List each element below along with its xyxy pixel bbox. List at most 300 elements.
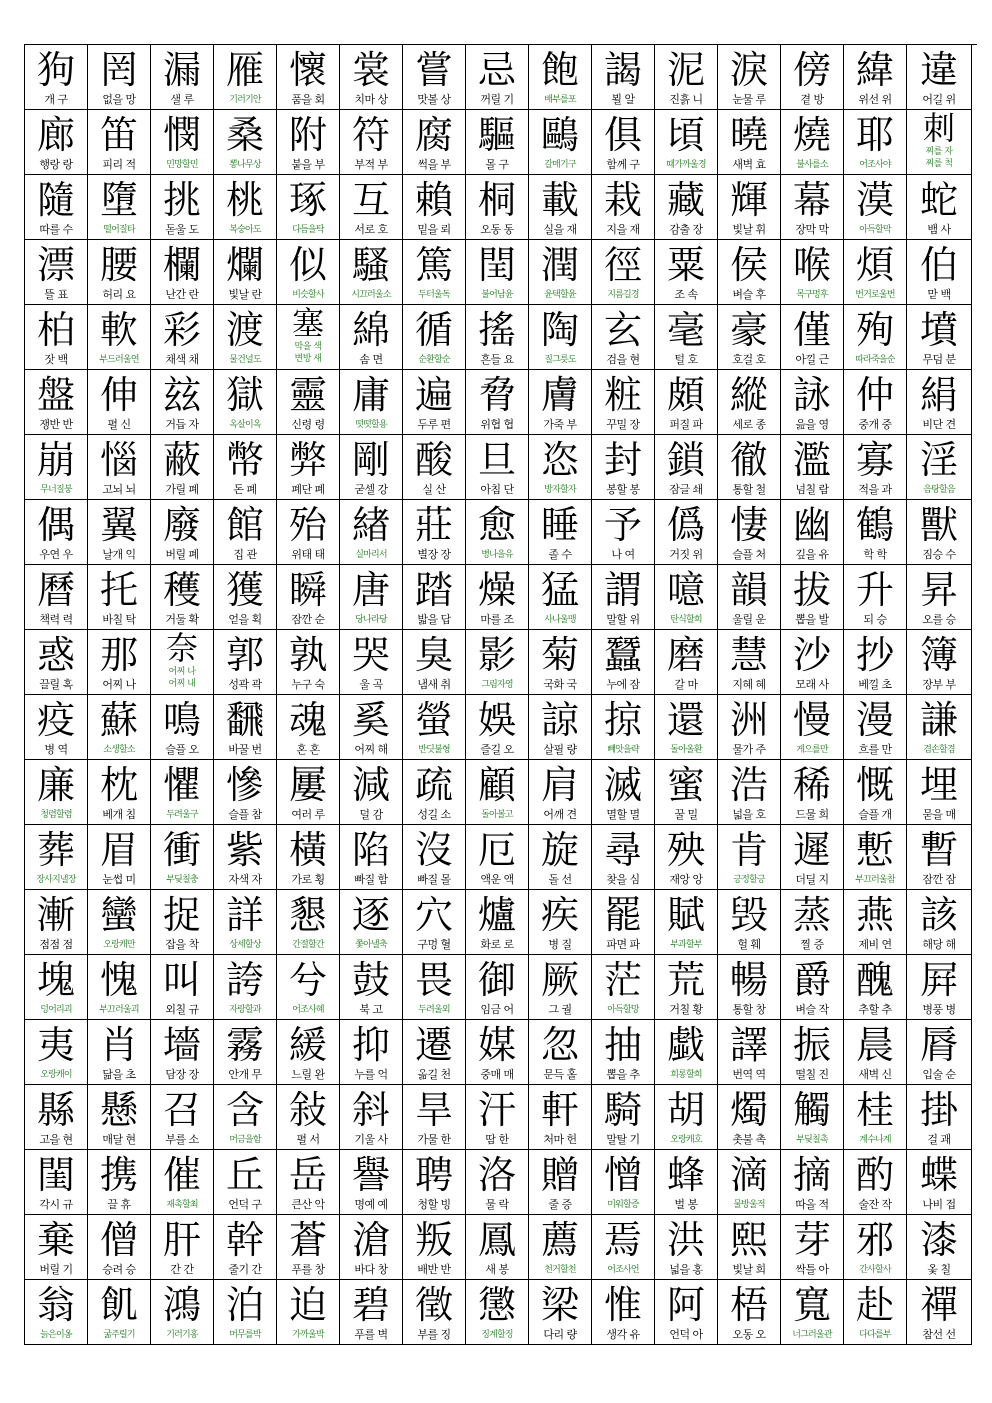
hanja-meaning-reading: 푸를 벽	[354, 1328, 388, 1341]
hanja-meaning-reading: 혼 혼	[296, 743, 320, 756]
hanja-cell	[592, 240, 655, 305]
hanja-cell	[403, 45, 466, 110]
hanja-character: 徹	[729, 438, 768, 482]
hanja-cell	[88, 175, 151, 240]
hanja-character: 鶴	[855, 503, 894, 547]
hanja-cell	[340, 1280, 403, 1345]
hanja-character: 遷	[414, 1023, 453, 1067]
hanja-character: 嘗	[414, 48, 453, 92]
hanja-character: 葬	[36, 828, 75, 872]
hanja-meaning-reading: 냄새 취	[417, 678, 451, 691]
hanja-cell	[718, 955, 781, 1020]
hanja-meaning-reading: 재앙 앙	[669, 873, 703, 886]
hanja-cell	[592, 760, 655, 825]
hanja-cell	[88, 565, 151, 630]
hanja-character: 似	[288, 243, 327, 287]
hanja-meaning-reading: 배반 반	[417, 1263, 451, 1276]
hanja-character: 絹	[919, 373, 958, 417]
hanja-meaning-reading: 땀 한	[485, 1133, 509, 1146]
hanja-cell	[340, 1150, 403, 1215]
hanja-character: 厥	[540, 958, 579, 1002]
hanja-character: 閏	[477, 243, 516, 287]
hanja-cell	[844, 825, 907, 890]
hanja-character: 眉	[99, 828, 138, 872]
hanja-cell	[529, 890, 592, 955]
hanja-meaning-reading: 오동 오	[732, 1328, 766, 1341]
hanja-meaning-reading: 청렴할렴	[40, 810, 72, 820]
hanja-cell	[529, 955, 592, 1020]
hanja-meaning-reading: 호걸 호	[732, 353, 766, 366]
hanja-character: 廢	[162, 503, 201, 547]
hanja-cell	[781, 175, 844, 240]
hanja-cell	[403, 1020, 466, 1085]
hanja-cell	[403, 565, 466, 630]
hanja-cell	[466, 1280, 529, 1345]
hanja-cell	[88, 305, 151, 370]
hanja-character: 穴	[414, 893, 453, 937]
hanja-cell	[592, 630, 655, 695]
hanja-meaning-reading: 벌 봉	[674, 1198, 698, 1211]
hanja-meaning-reading: 두터울독	[418, 290, 450, 300]
hanja-cell	[88, 1085, 151, 1150]
hanja-cell	[466, 955, 529, 1020]
hanja-meaning-reading: 없을 망	[102, 93, 136, 106]
hanja-meaning-reading: 옮길 천	[417, 1068, 451, 1081]
hanja-character: 奚	[351, 698, 390, 742]
hanja-cell	[214, 695, 277, 760]
hanja-character: 燥	[477, 568, 516, 612]
hanja-cell	[25, 1150, 88, 1215]
hanja-character: 軒	[540, 1088, 579, 1132]
hanja-meaning-reading: 장막 막	[795, 223, 829, 236]
hanja-meaning-reading: 장부 부	[922, 678, 956, 691]
hanja-character: 抄	[855, 633, 894, 677]
hanja-cell	[88, 45, 151, 110]
hanja-cell	[844, 1085, 907, 1150]
hanja-meaning-reading: 부딪칠충	[166, 875, 198, 885]
hanja-cell	[592, 1215, 655, 1280]
hanja-meaning-reading: 몰 구	[485, 158, 509, 171]
hanja-cell	[277, 305, 340, 370]
hanja-cell	[718, 305, 781, 370]
hanja-character: 召	[162, 1088, 201, 1132]
grid-row	[25, 695, 977, 760]
hanja-meaning-reading: 옻 칠	[927, 1263, 951, 1276]
hanja-cell	[277, 175, 340, 240]
hanja-character: 緯	[855, 48, 894, 92]
hanja-meaning-reading: 잠깐 잠	[922, 873, 956, 886]
hanja-meaning-reading: 부드러울연	[99, 355, 139, 365]
hanja-cell	[844, 630, 907, 695]
hanja-cell	[907, 1020, 972, 1085]
hanja-character: 慧	[729, 633, 768, 677]
hanja-cell	[277, 955, 340, 1020]
hanja-character: 僞	[666, 503, 705, 547]
hanja-meaning-reading: 쟁반 반	[39, 418, 73, 431]
hanja-meaning-reading: 자랑할과	[229, 1005, 261, 1015]
hanja-meaning-reading: 뜰 표	[44, 288, 68, 301]
hanja-cell	[781, 890, 844, 955]
hanja-character: 耶	[855, 113, 894, 157]
hanja-meaning-reading: 얻을 획	[228, 613, 262, 626]
hanja-character: 懷	[288, 48, 327, 92]
hanja-cell	[151, 1085, 214, 1150]
hanja-meaning-reading: 징계할징	[481, 1330, 513, 1340]
hanja-character: 旱	[414, 1088, 453, 1132]
hanja-cell	[529, 435, 592, 500]
hanja-meaning-reading: 생각 유	[606, 1328, 640, 1341]
hanja-meaning-reading: 파면 파	[606, 938, 640, 951]
hanja-meaning-reading: 집 관	[233, 548, 257, 561]
hanja-character: 慙	[855, 828, 894, 872]
hanja-cell	[340, 825, 403, 890]
hanja-character: 塞	[291, 305, 324, 342]
hanja-character: 暢	[729, 958, 768, 1002]
hanja-character: 泥	[666, 48, 705, 92]
hanja-character: 腰	[99, 243, 138, 287]
hanja-character: 抑	[351, 1023, 390, 1067]
hanja-meaning-reading: 옥살이옥	[229, 420, 261, 430]
hanja-character: 徵	[414, 1283, 453, 1327]
hanja-meaning-reading: 탄식할희	[670, 615, 702, 625]
hanja-cell	[466, 1215, 529, 1280]
hanja-character: 栽	[603, 178, 642, 222]
hanja-meaning-reading: 승려 승	[102, 1263, 136, 1276]
hanja-cell	[592, 1020, 655, 1085]
hanja-cell	[88, 630, 151, 695]
hanja-character: 惱	[99, 438, 138, 482]
grid-row	[25, 500, 977, 565]
hanja-meaning-reading: 줄 증	[548, 1198, 572, 1211]
hanja-character: 掠	[603, 698, 642, 742]
grid-row	[25, 1020, 977, 1085]
hanja-cell	[592, 45, 655, 110]
hanja-meaning-reading: 펼 서	[296, 1133, 320, 1146]
hanja-meaning-reading: 솜 면	[359, 353, 383, 366]
hanja-meaning-reading: 반딧불형	[418, 745, 450, 755]
hanja-character: 頃	[666, 113, 705, 157]
hanja-cell	[781, 630, 844, 695]
hanja-cell	[844, 240, 907, 305]
hanja-character: 弊	[288, 438, 327, 482]
hanja-cell	[718, 370, 781, 435]
hanja-cell	[844, 760, 907, 825]
hanja-cell	[277, 240, 340, 305]
hanja-meaning-reading: 따를 수	[39, 223, 73, 236]
hanja-character: 幕	[792, 178, 831, 222]
hanja-meaning-reading: 어찌 해	[354, 743, 388, 756]
hanja-cell	[151, 1150, 214, 1215]
hanja-cell	[844, 565, 907, 630]
hanja-meaning-reading: 질그릇도	[544, 355, 576, 365]
hanja-cell	[340, 955, 403, 1020]
hanja-character: 托	[99, 568, 138, 612]
grid-row	[25, 45, 977, 110]
hanja-cell	[781, 825, 844, 890]
hanja-cell	[844, 1020, 907, 1085]
hanja-cell	[907, 45, 972, 110]
hanja-cell	[88, 435, 151, 500]
hanja-meaning-reading: 병 역	[44, 743, 68, 756]
hanja-cell	[592, 370, 655, 435]
hanja-cell	[403, 435, 466, 500]
hanja-character: 影	[477, 633, 516, 677]
hanja-meaning-reading: 잡을 착	[165, 938, 199, 951]
hanja-meaning-reading: 늙은이옹	[40, 1330, 72, 1340]
hanja-meaning-reading: 어찌 나	[102, 678, 136, 691]
hanja-character: 疏	[414, 763, 453, 807]
hanja-character: 阿	[666, 1283, 705, 1327]
hanja-meaning-reading: 느릴 완	[291, 1068, 325, 1081]
hanja-character: 豪	[729, 308, 768, 352]
hanja-character: 芽	[792, 1218, 831, 1262]
hanja-character: 毫	[666, 308, 705, 352]
hanja-character: 漂	[36, 243, 75, 287]
hanja-character: 聘	[414, 1153, 453, 1197]
hanja-character: 殉	[855, 308, 894, 352]
hanja-meaning-reading: 상세할상	[229, 940, 261, 950]
hanja-cell	[592, 175, 655, 240]
hanja-meaning-reading: 흐를 만	[858, 743, 892, 756]
hanja-meaning-reading: 언덕 아	[669, 1328, 703, 1341]
hanja-cell	[214, 240, 277, 305]
hanja-character: 幽	[792, 503, 831, 547]
hanja-character: 禪	[919, 1283, 958, 1327]
hanja-meaning-reading: 부끄러울괴	[99, 1005, 139, 1015]
hanja-cell	[466, 1150, 529, 1215]
hanja-meaning-reading: 물 락	[485, 1198, 509, 1211]
hanja-meaning-reading: 무덤 분	[922, 353, 956, 366]
hanja-cell	[718, 890, 781, 955]
hanja-character: 詠	[792, 373, 831, 417]
hanja-character: 邪	[855, 1218, 894, 1262]
hanja-meaning-reading: 서로 호	[354, 223, 388, 236]
hanja-character: 剛	[351, 438, 390, 482]
hanja-character: 荒	[666, 958, 705, 1002]
hanja-meaning-reading: 뽕나무상	[229, 160, 261, 170]
grid-row	[25, 1280, 977, 1345]
hanja-character: 蒸	[792, 893, 831, 937]
hanja-character: 獲	[225, 568, 264, 612]
hanja-meaning-reading: 곁 방	[800, 93, 824, 106]
hanja-character: 簿	[919, 633, 958, 677]
hanja-cell	[151, 695, 214, 760]
hanja-cell	[214, 1150, 277, 1215]
hanja-cell	[277, 1150, 340, 1215]
hanja-meaning-reading: 물방울적	[733, 1200, 765, 1210]
hanja-meaning-reading: 울 곡	[359, 678, 383, 691]
hanja-character: 蛇	[919, 178, 958, 222]
hanja-character: 蜜	[666, 763, 705, 807]
hanja-cell	[25, 630, 88, 695]
hanja-cell	[655, 45, 718, 110]
hanja-cell	[592, 955, 655, 1020]
hanja-character: 玆	[162, 373, 201, 417]
hanja-cell	[466, 630, 529, 695]
hanja-meaning-reading: 걸 괘	[927, 1133, 951, 1146]
hanja-character: 愧	[99, 958, 138, 1002]
hanja-cell	[529, 695, 592, 760]
hanja-meaning-reading: 헐 훼	[737, 938, 761, 951]
hanja-cell	[340, 760, 403, 825]
hanja-cell	[340, 370, 403, 435]
hanja-character: 暫	[919, 828, 958, 872]
hanja-cell	[214, 1215, 277, 1280]
hanja-character: 睡	[540, 503, 579, 547]
hanja-meaning-reading: 진흙 니	[669, 93, 703, 106]
hanja-cell	[529, 1280, 592, 1345]
hanja-character: 諒	[540, 698, 579, 742]
hanja-cell	[277, 435, 340, 500]
hanja-vocabulary-grid	[24, 44, 977, 1345]
hanja-meaning-reading: 빛날 희	[732, 1263, 766, 1276]
hanja-character: 燕	[855, 893, 894, 937]
hanja-character: 驅	[477, 113, 516, 157]
hanja-cell	[466, 110, 529, 175]
hanja-meaning-reading: 여러 루	[291, 808, 325, 821]
hanja-meaning-reading: 조 속	[674, 288, 698, 301]
hanja-meaning-reading: 굶주릴기	[103, 1330, 135, 1340]
hanja-character: 唐	[351, 568, 390, 612]
hanja-character: 叫	[162, 958, 201, 1002]
hanja-cell	[340, 890, 403, 955]
hanja-meaning-reading: 슬플 참	[228, 808, 262, 821]
hanja-meaning-reading: 외칠 규	[165, 1003, 199, 1016]
hanja-meaning-reading: 적을 과	[858, 483, 892, 496]
hanja-meaning-reading: 행랑 랑	[39, 158, 73, 171]
hanja-cell	[214, 435, 277, 500]
hanja-character: 梧	[729, 1283, 768, 1327]
hanja-meaning-reading: 복숭아도	[229, 225, 261, 235]
hanja-cell	[907, 695, 972, 760]
hanja-character: 緩	[288, 1023, 327, 1067]
hanja-cell	[718, 565, 781, 630]
hanja-meaning-reading: 병 질	[548, 938, 572, 951]
hanja-character: 騎	[603, 1088, 642, 1132]
hanja-cell	[781, 435, 844, 500]
hanja-character: 憎	[603, 1153, 642, 1197]
grid-row	[25, 435, 977, 500]
hanja-alt-reading: 변방 새	[294, 354, 322, 364]
hanja-cell	[151, 1215, 214, 1280]
hanja-cell	[466, 565, 529, 630]
hanja-cell	[25, 695, 88, 760]
hanja-cell	[340, 175, 403, 240]
hanja-character: 恣	[540, 438, 579, 482]
hanja-meaning-reading: 구멍 혈	[417, 938, 451, 951]
hanja-cell	[340, 305, 403, 370]
hanja-meaning-reading: 빛날 란	[228, 288, 262, 301]
hanja-meaning-reading: 맛볼 상	[417, 93, 451, 106]
hanja-character: 莊	[414, 503, 453, 547]
hanja-meaning-reading: 베개 침	[102, 808, 136, 821]
hanja-character: 伯	[919, 243, 958, 287]
hanja-cell	[214, 370, 277, 435]
hanja-cell	[718, 1280, 781, 1345]
hanja-cell	[403, 695, 466, 760]
hanja-cell	[907, 1150, 972, 1215]
hanja-cell	[88, 695, 151, 760]
hanja-character: 陶	[540, 308, 579, 352]
hanja-meaning-reading: 버릴 기	[39, 1263, 73, 1276]
hanja-character: 蜂	[666, 1153, 705, 1197]
hanja-meaning-reading: 묻을 매	[922, 808, 956, 821]
hanja-character: 笛	[99, 113, 138, 157]
hanja-cell	[403, 825, 466, 890]
hanja-meaning-reading: 뽑을 발	[795, 613, 829, 626]
hanja-cell	[151, 890, 214, 955]
hanja-character: 振	[792, 1023, 831, 1067]
hanja-cell	[781, 565, 844, 630]
hanja-cell	[655, 825, 718, 890]
hanja-meaning-reading: 각시 규	[39, 1198, 73, 1211]
hanja-meaning-reading: 뱀 사	[927, 223, 951, 236]
hanja-character: 酸	[414, 438, 453, 482]
hanja-cell	[340, 1020, 403, 1085]
hanja-character: 雁	[225, 48, 264, 92]
hanja-cell	[718, 695, 781, 760]
hanja-cell	[466, 760, 529, 825]
hanja-meaning-reading: 퍼질 파	[669, 418, 703, 431]
hanja-meaning-reading: 날개 익	[102, 548, 136, 561]
hanja-character: 循	[414, 308, 453, 352]
hanja-character: 拔	[792, 568, 831, 612]
hanja-meaning-reading: 흔들 요	[480, 353, 514, 366]
hanja-cell	[277, 825, 340, 890]
hanja-character: 汗	[477, 1088, 516, 1132]
hanja-meaning-reading: 넓을 홍	[669, 1263, 703, 1276]
hanja-character: 踏	[414, 568, 453, 612]
hanja-cell	[655, 760, 718, 825]
hanja-meaning-reading: 굳셀 강	[354, 483, 388, 496]
hanja-cell	[25, 1215, 88, 1280]
hanja-cell	[88, 500, 151, 565]
hanja-meaning-reading: 떳떳할용	[355, 420, 387, 430]
hanja-cell	[592, 1150, 655, 1215]
hanja-cell	[655, 630, 718, 695]
hanja-cell	[466, 240, 529, 305]
hanja-meaning-reading: 붙을 부	[291, 158, 325, 171]
hanja-cell	[781, 1150, 844, 1215]
hanja-character: 霧	[225, 1023, 264, 1067]
hanja-cell	[592, 890, 655, 955]
hanja-character: 携	[99, 1153, 138, 1197]
hanja-cell	[781, 370, 844, 435]
hanja-character: 沙	[792, 633, 831, 677]
hanja-character: 棄	[36, 1218, 75, 1262]
hanja-character: 靈	[288, 373, 327, 417]
hanja-meaning-reading: 실 산	[422, 483, 446, 496]
hanja-meaning-reading: 밟을 답	[417, 613, 451, 626]
hanja-cell	[214, 890, 277, 955]
hanja-meaning-reading: 깊을 유	[795, 548, 829, 561]
hanja-cell	[907, 370, 972, 435]
hanja-character: 罔	[99, 48, 138, 92]
hanja-cell	[844, 435, 907, 500]
hanja-cell	[907, 825, 972, 890]
hanja-character: 茫	[603, 958, 642, 1002]
hanja-meaning-reading: 술잔 작	[858, 1198, 892, 1211]
hanja-character: 洪	[666, 1218, 705, 1262]
hanja-character: 粧	[603, 373, 642, 417]
hanja-cell	[655, 695, 718, 760]
hanja-cell	[718, 1150, 781, 1215]
hanja-character: 愈	[477, 503, 516, 547]
hanja-character: 曆	[36, 568, 75, 612]
hanja-meaning-reading: 희롱할희	[670, 1070, 702, 1080]
hanja-character: 獄	[225, 373, 264, 417]
hanja-meaning-reading: 추할 추	[858, 1003, 892, 1016]
